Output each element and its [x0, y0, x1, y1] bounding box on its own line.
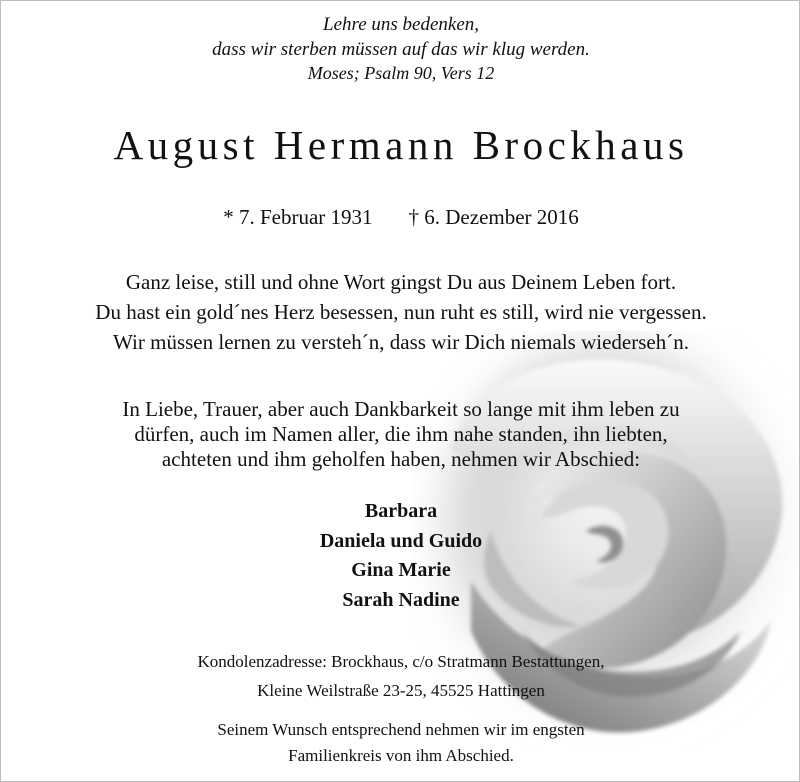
death-date: † 6. Dezember 2016	[408, 205, 579, 229]
deceased-name: August Hermann Brockhaus	[113, 122, 689, 168]
closing-line: Seinem Wunsch entsprechend nehmen wir im engsten	[217, 720, 585, 739]
thanks-line: achteten und ihm geholfen haben, nehmen wir Abschied:	[161, 447, 641, 471]
epigraph-source: Moses; Psalm 90, Vers 12	[307, 63, 495, 83]
epigraph-line: Lehre uns bedenken,	[323, 14, 479, 35]
family-member: Gina Marie	[351, 559, 451, 581]
thanks-line: In Liebe, Trauer, aber auch Dankbarkeit so lange mit ihm leben zu	[122, 397, 680, 421]
closing-line: Familienkreis von ihm Abschied.	[288, 746, 514, 765]
life-dates	[1, 204, 800, 230]
birth-date: * 7. Februar 1931	[223, 205, 373, 229]
epigraph-line: dass wir sterben müssen auf das wir klug werden.	[212, 39, 590, 60]
verse-line: Du hast ein gold´nes Herz besessen, nun ruht es still, wird nie vergessen.	[95, 300, 707, 324]
verse-line: Wir müssen lernen zu versteh´n, dass wir Dich niemals wiederseh´n.	[113, 330, 689, 354]
family-member: Sarah Nadine	[342, 589, 460, 611]
verse-line: Ganz leise, still und ohne Wort gingst Du aus Deinem Leben fort.	[125, 270, 677, 294]
condolence-address: Kleine Weilstraße 23-25, 45525 Hattingen	[257, 681, 545, 700]
family-member: Daniela und Guido	[319, 530, 483, 552]
family-member: Barbara	[364, 500, 438, 522]
condolence-address: Kondolenzadresse: Brockhaus, c/o Stratmann Bestattungen,	[197, 652, 605, 671]
thanks-line: dürfen, auch im Namen aller, die ihm nahe standen, ihn liebten,	[134, 422, 668, 446]
